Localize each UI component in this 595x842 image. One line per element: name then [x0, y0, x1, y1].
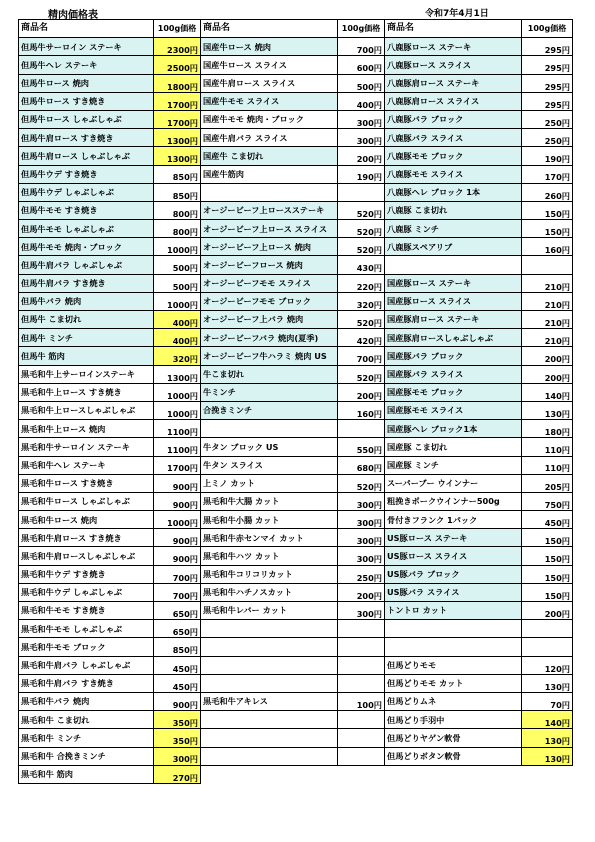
- product-price-col3: 200円: [522, 347, 573, 365]
- table-row: [19, 183, 573, 201]
- product-price-col3: 150円: [522, 565, 573, 583]
- product-name-col3: 八鹿豚ロース ステーキ: [385, 38, 522, 56]
- product-name-col2: [201, 729, 338, 747]
- header-price-col1: 100g価格: [154, 20, 201, 38]
- header-price-col2: 100g価格: [338, 20, 385, 38]
- product-price-col2: 300円: [338, 492, 385, 510]
- product-price-col1: 500円: [154, 256, 201, 274]
- product-name-col1: 黒毛和牛ロース すき焼き: [19, 474, 154, 492]
- product-name-col2: オージービーフバラ 焼肉(夏季): [201, 329, 338, 347]
- table-row: [19, 92, 573, 110]
- product-name-col3: [385, 620, 522, 638]
- product-price-col3: 210円: [522, 274, 573, 292]
- product-name-col2: オージービーフモモ ブロック: [201, 292, 338, 310]
- product-price-col2: 520円: [338, 201, 385, 219]
- product-price-col2: [338, 420, 385, 438]
- product-name-col3: トントロ カット: [385, 602, 522, 620]
- page-title: 精肉価格表: [48, 10, 98, 21]
- product-name-col1: 但馬牛モモ しゃぶしゃぶ: [19, 220, 154, 238]
- product-name-col2: オージービーフロース 焼肉: [201, 256, 338, 274]
- product-name-col1: 但馬牛ウデ しゃぶしゃぶ: [19, 183, 154, 201]
- table-row: [19, 674, 573, 692]
- product-price-col2: 520円: [338, 220, 385, 238]
- product-price-col1: 650円: [154, 602, 201, 620]
- product-price-col2: 600円: [338, 56, 385, 74]
- product-price-col2: [338, 656, 385, 674]
- product-name-col1: 黒毛和牛ロース 焼肉: [19, 511, 154, 529]
- product-price-col1: 650円: [154, 620, 201, 638]
- product-price-col2: 300円: [338, 547, 385, 565]
- header-name-col2: 商品名: [201, 20, 338, 38]
- table-row: [19, 165, 573, 183]
- product-price-col3: 70円: [522, 692, 573, 710]
- product-name-col3: 八鹿豚 こま切れ: [385, 201, 522, 219]
- product-price-col1: 300円: [154, 747, 201, 765]
- product-price-col2: 520円: [338, 238, 385, 256]
- product-name-col2: 黒毛和牛赤センマイ カット: [201, 529, 338, 547]
- table-row: [19, 110, 573, 128]
- product-price-col1: 900円: [154, 529, 201, 547]
- product-price-col3: 200円: [522, 602, 573, 620]
- product-price-col2: 100円: [338, 692, 385, 710]
- product-name-col1: 但馬牛サーロイン ステーキ: [19, 38, 154, 56]
- product-name-col1: 黒毛和牛サーロイン ステーキ: [19, 438, 154, 456]
- product-price-col1: 350円: [154, 711, 201, 729]
- product-price-col3: 250円: [522, 110, 573, 128]
- product-price-col1: 400円: [154, 311, 201, 329]
- product-name-col2: 牛ミンチ: [201, 383, 338, 401]
- product-price-col2: 200円: [338, 583, 385, 601]
- product-price-col1: 1800円: [154, 74, 201, 92]
- product-price-col2: [338, 183, 385, 201]
- product-price-col2: 420円: [338, 329, 385, 347]
- product-name-col2: 牛タン スライス: [201, 456, 338, 474]
- product-name-col1: 黒毛和牛モモ すき焼き: [19, 602, 154, 620]
- product-price-col1: 2300円: [154, 38, 201, 56]
- product-price-col2: 160円: [338, 401, 385, 419]
- table-row: [19, 456, 573, 474]
- product-name-col1: 黒毛和牛ロース しゃぶしゃぶ: [19, 492, 154, 510]
- product-name-col3: [385, 256, 522, 274]
- product-name-col3: 国産豚バラ スライス: [385, 365, 522, 383]
- table-row: [19, 311, 573, 329]
- product-price-col3: 750円: [522, 492, 573, 510]
- product-name-col1: 黒毛和牛モモ ブロック: [19, 638, 154, 656]
- product-name-col1: 但馬牛モモ 焼肉・ブロック: [19, 238, 154, 256]
- product-name-col3: [385, 765, 522, 783]
- product-name-col2: オージービーフ牛ハラミ 焼肉 US: [201, 347, 338, 365]
- product-name-col1: 但馬牛バラ 焼肉: [19, 292, 154, 310]
- header-name-col1: 商品名: [19, 20, 154, 38]
- product-name-col1: 黒毛和牛上ロースしゃぶしゃぶ: [19, 401, 154, 419]
- product-name-col2: 国産牛筋肉: [201, 165, 338, 183]
- price-table: [18, 19, 573, 784]
- product-name-col2: [201, 620, 338, 638]
- product-name-col3: 但馬どり手羽中: [385, 711, 522, 729]
- product-name-col2: [201, 747, 338, 765]
- product-price-col2: 520円: [338, 365, 385, 383]
- product-price-col1: 270円: [154, 765, 201, 783]
- product-name-col3: 八鹿豚肩ロース スライス: [385, 92, 522, 110]
- product-name-col2: [201, 656, 338, 674]
- product-name-col3: 八鹿豚バラ ブロック: [385, 110, 522, 128]
- product-price-col3: 150円: [522, 547, 573, 565]
- product-price-col1: 320円: [154, 347, 201, 365]
- product-price-col1: 900円: [154, 692, 201, 710]
- product-price-col3: 295円: [522, 92, 573, 110]
- table-row: [19, 765, 573, 783]
- product-name-col2: 牛こま切れ: [201, 365, 338, 383]
- product-name-col3: 国産豚バラ ブロック: [385, 347, 522, 365]
- product-price-col1: 900円: [154, 474, 201, 492]
- table-row: [19, 438, 573, 456]
- product-price-col2: 680円: [338, 456, 385, 474]
- product-price-col3: 295円: [522, 38, 573, 56]
- product-price-col1: 800円: [154, 201, 201, 219]
- product-price-col1: 850円: [154, 165, 201, 183]
- table-row: [19, 620, 573, 638]
- table-row: [19, 711, 573, 729]
- product-name-col3: 国産豚モモ スライス: [385, 401, 522, 419]
- product-price-col3: 130円: [522, 674, 573, 692]
- product-price-col2: 430円: [338, 256, 385, 274]
- product-price-col2: 500円: [338, 74, 385, 92]
- table-row: [19, 656, 573, 674]
- product-price-col3: 250円: [522, 129, 573, 147]
- product-name-col3: 八鹿豚モモ ブロック: [385, 147, 522, 165]
- table-row: [19, 129, 573, 147]
- product-price-col3: [522, 638, 573, 656]
- product-name-col2: 国産牛ロース 焼肉: [201, 38, 338, 56]
- product-price-col3: 170円: [522, 165, 573, 183]
- product-name-col3: 国産豚肩ロースしゃぶしゃぶ: [385, 329, 522, 347]
- table-row: [19, 747, 573, 765]
- product-price-col2: 700円: [338, 347, 385, 365]
- product-price-col2: 320円: [338, 292, 385, 310]
- product-name-col1: 黒毛和牛肩バラ しゃぶしゃぶ: [19, 656, 154, 674]
- product-price-col1: 1700円: [154, 456, 201, 474]
- product-name-col1: 但馬牛 こま切れ: [19, 311, 154, 329]
- product-name-col1: 但馬牛ロース しゃぶしゃぶ: [19, 110, 154, 128]
- product-name-col2: 国産牛ロース スライス: [201, 56, 338, 74]
- product-name-col3: 八鹿豚肩ロース ステーキ: [385, 74, 522, 92]
- product-name-col1: 但馬牛ウデ すき焼き: [19, 165, 154, 183]
- table-row: [19, 74, 573, 92]
- table-row: [19, 529, 573, 547]
- table-row: [19, 729, 573, 747]
- table-row: [19, 638, 573, 656]
- product-name-col1: 黒毛和牛バラ 焼肉: [19, 692, 154, 710]
- product-price-col1: 850円: [154, 638, 201, 656]
- product-price-col2: 250円: [338, 565, 385, 583]
- product-name-col1: 黒毛和牛 合挽きミンチ: [19, 747, 154, 765]
- product-name-col1: 黒毛和牛 ミンチ: [19, 729, 154, 747]
- product-price-col3: 150円: [522, 529, 573, 547]
- product-name-col3: 但馬どりモモ: [385, 656, 522, 674]
- product-price-col1: 700円: [154, 565, 201, 583]
- product-name-col1: 黒毛和牛 筋肉: [19, 765, 154, 783]
- table-row: [19, 511, 573, 529]
- product-price-col2: 200円: [338, 147, 385, 165]
- product-name-col3: 八鹿豚スペアリブ: [385, 238, 522, 256]
- product-price-col3: 150円: [522, 220, 573, 238]
- product-price-col3: [522, 765, 573, 783]
- product-price-col1: 1700円: [154, 92, 201, 110]
- product-price-col2: [338, 747, 385, 765]
- product-name-col1: 黒毛和牛ヘレ ステーキ: [19, 456, 154, 474]
- product-price-col2: [338, 711, 385, 729]
- product-name-col2: オージービーフ上ロース スライス: [201, 220, 338, 238]
- product-name-col1: 但馬牛ヘレ ステーキ: [19, 56, 154, 74]
- table-row: [19, 274, 573, 292]
- product-price-col3: 150円: [522, 201, 573, 219]
- product-price-col1: 1100円: [154, 438, 201, 456]
- product-name-col2: オージービーフ上ロース 焼肉: [201, 238, 338, 256]
- table-header-row: [19, 20, 573, 38]
- product-price-col3: 130円: [522, 401, 573, 419]
- product-name-col3: 但馬どりムネ: [385, 692, 522, 710]
- product-price-col1: 850円: [154, 183, 201, 201]
- table-row: [19, 56, 573, 74]
- product-price-col3: 210円: [522, 292, 573, 310]
- product-price-col3: 140円: [522, 711, 573, 729]
- product-price-col3: 140円: [522, 383, 573, 401]
- product-price-col2: 300円: [338, 110, 385, 128]
- product-price-col2: 520円: [338, 311, 385, 329]
- product-price-col1: 900円: [154, 547, 201, 565]
- product-price-col2: 520円: [338, 474, 385, 492]
- product-price-col2: 400円: [338, 92, 385, 110]
- product-name-col2: 黒毛和牛ハチノスカット: [201, 583, 338, 601]
- header-name-col3: 商品名: [385, 20, 522, 38]
- product-name-col3: 八鹿豚ロース スライス: [385, 56, 522, 74]
- product-price-col1: 1000円: [154, 238, 201, 256]
- table-row: [19, 256, 573, 274]
- table-row: [19, 602, 573, 620]
- product-price-col1: 350円: [154, 729, 201, 747]
- table-row: [19, 401, 573, 419]
- product-price-col3: [522, 256, 573, 274]
- product-name-col1: 黒毛和牛上ロース すき焼き: [19, 383, 154, 401]
- product-price-col1: 800円: [154, 220, 201, 238]
- product-name-col3: 国産豚モモ ブロック: [385, 383, 522, 401]
- product-price-col1: 700円: [154, 583, 201, 601]
- product-name-col2: [201, 765, 338, 783]
- table-row: [19, 692, 573, 710]
- product-price-col3: [522, 620, 573, 638]
- product-name-col1: 黒毛和牛肩ロース すき焼き: [19, 529, 154, 547]
- product-name-col3: US豚バラ ブロック: [385, 565, 522, 583]
- table-row: [19, 292, 573, 310]
- product-name-col1: 但馬牛モモ すき焼き: [19, 201, 154, 219]
- product-price-col1: 900円: [154, 492, 201, 510]
- table-row: [19, 147, 573, 165]
- product-price-col1: 450円: [154, 674, 201, 692]
- product-price-col1: 1300円: [154, 129, 201, 147]
- header-price-col3: 100g価格: [522, 20, 573, 38]
- product-name-col1: 但馬牛肩バラ すき焼き: [19, 274, 154, 292]
- product-name-col2: 牛タン ブロック US: [201, 438, 338, 456]
- product-name-col3: 粗挽きポークウインナー500g: [385, 492, 522, 510]
- table-row: [19, 492, 573, 510]
- product-name-col3: 八鹿豚 ミンチ: [385, 220, 522, 238]
- product-name-col1: 但馬牛肩ロース すき焼き: [19, 129, 154, 147]
- product-price-col2: 200円: [338, 383, 385, 401]
- product-price-col1: 1300円: [154, 365, 201, 383]
- product-price-col1: 2500円: [154, 56, 201, 74]
- product-price-col1: 450円: [154, 656, 201, 674]
- product-price-col2: 190円: [338, 165, 385, 183]
- table-row: [19, 238, 573, 256]
- product-price-col2: 550円: [338, 438, 385, 456]
- product-name-col1: 黒毛和牛モモ しゃぶしゃぶ: [19, 620, 154, 638]
- product-name-col3: 国産豚ロース ステーキ: [385, 274, 522, 292]
- product-name-col2: 黒毛和牛小腸 カット: [201, 511, 338, 529]
- product-name-col2: オージービーフ上ロースステーキ: [201, 201, 338, 219]
- table-row: [19, 220, 573, 238]
- product-price-col2: [338, 729, 385, 747]
- product-name-col2: 国産牛モモ 焼肉・ブロック: [201, 110, 338, 128]
- table-row: [19, 329, 573, 347]
- product-price-col2: [338, 765, 385, 783]
- product-price-col3: 200円: [522, 365, 573, 383]
- product-name-col3: 但馬どりボタン軟骨: [385, 747, 522, 765]
- product-price-col1: 1100円: [154, 420, 201, 438]
- product-price-col3: 110円: [522, 438, 573, 456]
- table-row: [19, 583, 573, 601]
- product-name-col3: スーパーブー ウインナー: [385, 474, 522, 492]
- product-name-col2: 黒毛和牛アキレス: [201, 692, 338, 710]
- product-price-col3: 205円: [522, 474, 573, 492]
- product-name-col2: [201, 711, 338, 729]
- product-price-col1: 1000円: [154, 401, 201, 419]
- product-name-col1: 黒毛和牛ウデ すき焼き: [19, 565, 154, 583]
- product-price-col3: 295円: [522, 56, 573, 74]
- product-name-col2: 合挽きミンチ: [201, 401, 338, 419]
- product-price-col3: 190円: [522, 147, 573, 165]
- page-date: 令和7年4月1日: [425, 9, 489, 19]
- table-row: [19, 347, 573, 365]
- product-name-col1: 但馬牛ロース すき焼き: [19, 92, 154, 110]
- product-name-col1: 但馬牛肩バラ しゃぶしゃぶ: [19, 256, 154, 274]
- product-price-col2: 300円: [338, 511, 385, 529]
- product-name-col3: 八鹿豚ヘレ ブロック 1本: [385, 183, 522, 201]
- product-price-col3: 130円: [522, 729, 573, 747]
- product-name-col1: 黒毛和牛ウデ しゃぶしゃぶ: [19, 583, 154, 601]
- product-name-col1: 黒毛和牛肩バラ すき焼き: [19, 674, 154, 692]
- product-name-col2: 黒毛和牛大腸 カット: [201, 492, 338, 510]
- product-price-col1: 1000円: [154, 383, 201, 401]
- product-price-col2: 300円: [338, 129, 385, 147]
- product-name-col2: 国産牛肩ロース スライス: [201, 74, 338, 92]
- product-name-col1: 但馬牛 ミンチ: [19, 329, 154, 347]
- product-name-col3: US豚バラ スライス: [385, 583, 522, 601]
- product-price-col3: 210円: [522, 311, 573, 329]
- product-name-col3: 八鹿豚バラ スライス: [385, 129, 522, 147]
- table-row: [19, 383, 573, 401]
- product-price-col2: 700円: [338, 38, 385, 56]
- product-price-col1: 400円: [154, 329, 201, 347]
- product-name-col3: US豚ロース スライス: [385, 547, 522, 565]
- product-name-col1: 黒毛和牛上ロース 焼肉: [19, 420, 154, 438]
- product-name-col2: [201, 420, 338, 438]
- product-name-col1: 但馬牛 筋肉: [19, 347, 154, 365]
- product-name-col1: 但馬牛肩ロース しゃぶしゃぶ: [19, 147, 154, 165]
- product-name-col3: 国産豚 ミンチ: [385, 456, 522, 474]
- product-price-col3: 260円: [522, 183, 573, 201]
- table-row: [19, 420, 573, 438]
- product-name-col2: 国産牛モモ スライス: [201, 92, 338, 110]
- product-name-col3: US豚ロース ステーキ: [385, 529, 522, 547]
- table-row: [19, 565, 573, 583]
- product-price-col2: 220円: [338, 274, 385, 292]
- product-name-col3: [385, 638, 522, 656]
- table-row: [19, 201, 573, 219]
- product-name-col1: 黒毛和牛肩ロースしゃぶしゃぶ: [19, 547, 154, 565]
- product-price-col2: 300円: [338, 529, 385, 547]
- product-name-col3: 但馬どりヤゲン軟骨: [385, 729, 522, 747]
- product-name-col3: 骨付きフランク 1パック: [385, 511, 522, 529]
- product-price-col3: 130円: [522, 747, 573, 765]
- product-name-col2: [201, 638, 338, 656]
- product-price-col2: [338, 638, 385, 656]
- product-name-col2: 黒毛和牛レバー カット: [201, 602, 338, 620]
- product-name-col2: [201, 183, 338, 201]
- product-name-col3: 八鹿豚モモ スライス: [385, 165, 522, 183]
- product-price-col1: 1000円: [154, 292, 201, 310]
- product-name-col2: オージービーフモモ スライス: [201, 274, 338, 292]
- product-price-col3: 450円: [522, 511, 573, 529]
- price-table-body: [19, 38, 573, 784]
- table-row: [19, 474, 573, 492]
- product-name-col2: 国産牛肩バラ スライス: [201, 129, 338, 147]
- product-price-col1: 1000円: [154, 511, 201, 529]
- product-name-col3: 国産豚 こま切れ: [385, 438, 522, 456]
- product-price-col1: 500円: [154, 274, 201, 292]
- product-name-col3: 但馬どりモモ カット: [385, 674, 522, 692]
- product-price-col3: 180円: [522, 420, 573, 438]
- product-price-col1: 1300円: [154, 147, 201, 165]
- product-name-col2: オージービーフ上バラ 焼肉: [201, 311, 338, 329]
- product-name-col2: 黒毛和牛ハツ カット: [201, 547, 338, 565]
- product-name-col3: 国産豚ヘレ ブロック1本: [385, 420, 522, 438]
- product-price-col2: 300円: [338, 602, 385, 620]
- product-price-col2: [338, 674, 385, 692]
- product-name-col2: 国産牛 こま切れ: [201, 147, 338, 165]
- product-price-col3: 210円: [522, 329, 573, 347]
- product-name-col1: 但馬牛ロース 焼肉: [19, 74, 154, 92]
- product-price-col1: 1700円: [154, 110, 201, 128]
- product-name-col3: 国産豚肩ロース ステーキ: [385, 311, 522, 329]
- product-price-col3: 295円: [522, 74, 573, 92]
- table-row: [19, 38, 573, 56]
- product-price-col3: 110円: [522, 456, 573, 474]
- product-name-col1: 黒毛和牛上サーロインステーキ: [19, 365, 154, 383]
- product-name-col1: 黒毛和牛 こま切れ: [19, 711, 154, 729]
- table-row: [19, 365, 573, 383]
- product-name-col2: 上ミノ カット: [201, 474, 338, 492]
- product-name-col2: [201, 674, 338, 692]
- product-price-col3: 120円: [522, 656, 573, 674]
- product-price-col3: 150円: [522, 583, 573, 601]
- product-price-col3: 160円: [522, 238, 573, 256]
- product-name-col3: 国産豚ロース スライス: [385, 292, 522, 310]
- product-name-col2: 黒毛和牛コリコリカット: [201, 565, 338, 583]
- product-price-col2: [338, 620, 385, 638]
- table-row: [19, 547, 573, 565]
